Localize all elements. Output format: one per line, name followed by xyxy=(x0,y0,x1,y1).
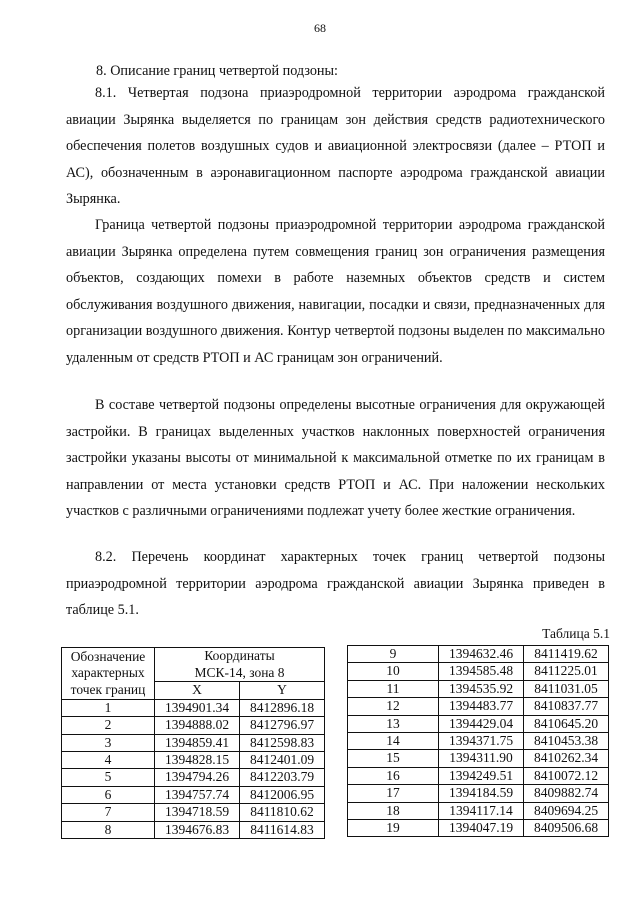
point-number-cell: 15 xyxy=(348,750,439,767)
y-coordinate-cell: 8412401.09 xyxy=(240,752,325,769)
page-number: 68 xyxy=(314,21,326,35)
x-coordinate-cell: 1394117.14 xyxy=(439,802,524,819)
point-number-cell: 5 xyxy=(62,769,155,786)
x-coordinate-cell: 1394888.02 xyxy=(155,717,240,734)
x-coordinate-cell: 1394429.04 xyxy=(439,715,524,732)
header-coordinates xyxy=(155,648,325,682)
x-coordinate-cell: 1394047.19 xyxy=(439,820,524,837)
paragraph-boundary: Граница четвертой подзоны приаэродромной территории аэродрома гражданской авиации Зырянка определена путем совмещения границ зон ограничения размещения объектов, создающих помехи в работе наземных объектов средств и систем обслуживания воздушного движения, навигации, посадки и связи, предназначенных для организации воздушного движения. Контур четвертой подзоны выделен по максимально удаленным от средств РТОП и АС границам зон ограничений. xyxy=(66,217,605,366)
header-coords-line: Координаты xyxy=(204,648,275,663)
header-point-line: точек границ xyxy=(70,681,146,697)
point-number-cell: 2 xyxy=(62,717,155,734)
header-y: Y xyxy=(240,682,325,700)
point-number-cell: 11 xyxy=(348,680,439,697)
paragraph-8-1: 8.1. Четвертая подзона приаэродромной территории аэродрома гражданской авиации Зырянка выделяется по границам зон действия средств радиотехнического обеспечения полетов воздушных судов и авиационной электросвязи (далее – РТОП и АС), обозначенным в аэронавигационном паспорте аэродрома гражданской авиации Зырянка. xyxy=(66,85,605,208)
x-coordinate-cell: 1394859.41 xyxy=(155,734,240,751)
x-coordinate-cell: 1394794.26 xyxy=(155,769,240,786)
point-number-cell: 18 xyxy=(348,802,439,819)
section-heading: 8. Описание границ четвертой подзоны: xyxy=(96,63,338,79)
table-row xyxy=(62,821,325,838)
table-row xyxy=(348,820,609,837)
x-coordinate-cell: 1394632.46 xyxy=(439,646,524,663)
x-coordinate-cell: 1394535.92 xyxy=(439,680,524,697)
point-number-cell: 6 xyxy=(62,786,155,803)
table-row xyxy=(62,717,325,734)
table-row xyxy=(62,734,325,751)
y-coordinate-cell: 8409882.74 xyxy=(524,785,609,802)
y-coordinate-cell: 8412006.95 xyxy=(240,786,325,803)
point-number-cell: 8 xyxy=(62,821,155,838)
x-coordinate-cell: 1394483.77 xyxy=(439,698,524,715)
point-number-cell: 19 xyxy=(348,820,439,837)
point-number-cell: 3 xyxy=(62,734,155,751)
table-row xyxy=(348,733,609,750)
y-coordinate-cell: 8409694.25 xyxy=(524,802,609,819)
table-row xyxy=(348,715,609,732)
y-coordinate-cell: 8411031.05 xyxy=(524,680,609,697)
x-coordinate-cell: 1394184.59 xyxy=(439,785,524,802)
table-row xyxy=(348,767,609,784)
table-header-row xyxy=(62,648,325,682)
table-row xyxy=(62,769,325,786)
point-number-cell: 9 xyxy=(348,646,439,663)
header-point-label xyxy=(62,648,155,700)
y-coordinate-cell: 8410645.20 xyxy=(524,715,609,732)
y-coordinate-cell: 8411614.83 xyxy=(240,821,325,838)
point-number-cell: 12 xyxy=(348,698,439,715)
table-row xyxy=(348,785,609,802)
table-row xyxy=(348,663,609,680)
paragraph-8-2: 8.2. Перечень координат характерных точек границ четвертой подзоны приаэродромной территории аэродрома гражданской авиации Зырянка приведен в таблице 5.1. xyxy=(66,549,605,619)
x-coordinate-cell: 1394371.75 xyxy=(439,733,524,750)
y-coordinate-cell: 8412203.79 xyxy=(240,769,325,786)
table-row xyxy=(348,750,609,767)
point-number-cell: 17 xyxy=(348,785,439,802)
point-number-cell: 14 xyxy=(348,733,439,750)
table-row xyxy=(348,802,609,819)
header-coords-line: МСК-14, зона 8 xyxy=(194,664,285,680)
point-number-cell: 1 xyxy=(62,699,155,716)
y-coordinate-cell: 8411225.01 xyxy=(524,663,609,680)
y-coordinate-cell: 8412796.97 xyxy=(240,717,325,734)
table-row xyxy=(62,804,325,821)
table-row xyxy=(348,646,609,663)
header-point-line: характерных xyxy=(71,665,145,681)
table-caption: Таблица 5.1 xyxy=(542,626,610,641)
coordinates-table-left xyxy=(61,647,325,839)
x-coordinate-cell: 1394718.59 xyxy=(155,804,240,821)
x-coordinate-cell: 1394249.51 xyxy=(439,767,524,784)
point-number-cell: 10 xyxy=(348,663,439,680)
x-coordinate-cell: 1394585.48 xyxy=(439,663,524,680)
paragraph-height-limits: В составе четвертой подзоны определены высотные ограничения для окружающей застройки. В границах выделенных участков наклонных поверхностей ограничения застройки указаны высоты от минимальной к максимальной отметке по их границам в направлении от места установки средств РТОП и АС. При наложении нескольких участков с различными ограничениями подлежат учету более жесткие ограничения. xyxy=(66,397,605,520)
point-number-cell: 16 xyxy=(348,767,439,784)
point-number-cell: 13 xyxy=(348,715,439,732)
y-coordinate-cell: 8410262.34 xyxy=(524,750,609,767)
y-coordinate-cell: 8409506.68 xyxy=(524,820,609,837)
y-coordinate-cell: 8411810.62 xyxy=(240,804,325,821)
y-coordinate-cell: 8410837.77 xyxy=(524,698,609,715)
table-row xyxy=(62,752,325,769)
point-number-cell: 4 xyxy=(62,752,155,769)
y-coordinate-cell: 8410072.12 xyxy=(524,767,609,784)
y-coordinate-cell: 8412598.83 xyxy=(240,734,325,751)
y-coordinate-cell: 8411419.62 xyxy=(524,646,609,663)
header-point-line: Обозначение xyxy=(70,648,146,664)
y-coordinate-cell: 8412896.18 xyxy=(240,699,325,716)
table-row xyxy=(348,698,609,715)
x-coordinate-cell: 1394828.15 xyxy=(155,752,240,769)
x-coordinate-cell: 1394757.74 xyxy=(155,786,240,803)
x-coordinate-cell: 1394901.34 xyxy=(155,699,240,716)
y-coordinate-cell: 8410453.38 xyxy=(524,733,609,750)
point-number-cell: 7 xyxy=(62,804,155,821)
header-x: X xyxy=(155,682,240,700)
x-coordinate-cell: 1394676.83 xyxy=(155,821,240,838)
table-row xyxy=(348,680,609,697)
x-coordinate-cell: 1394311.90 xyxy=(439,750,524,767)
coordinates-table-right xyxy=(347,645,609,837)
table-row xyxy=(62,699,325,716)
table-row xyxy=(62,786,325,803)
